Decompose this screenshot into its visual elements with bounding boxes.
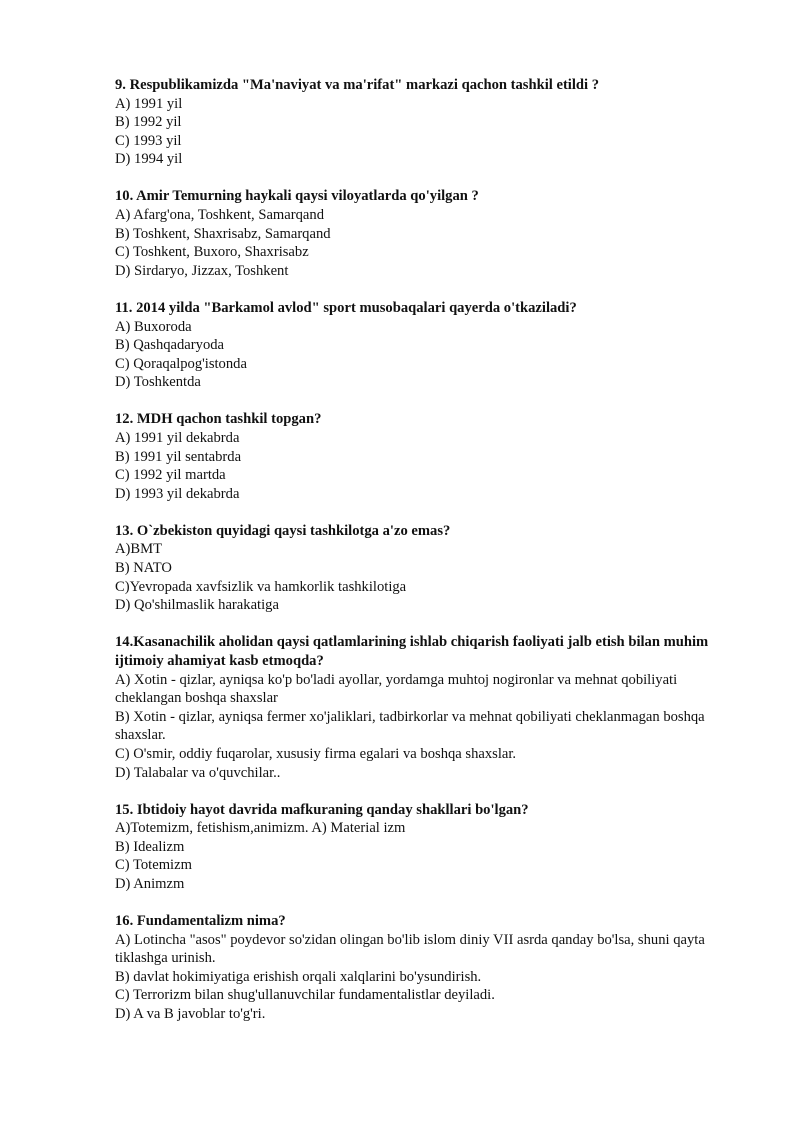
answer-option-c: C) Toshkent, Buxoro, Shaxrisabz	[115, 244, 309, 261]
question-13	[115, 522, 745, 615]
question-16	[115, 912, 745, 1024]
answer-option-c: C) Qoraqalpog'istonda	[115, 355, 247, 372]
answer-option-a: A) Lotincha "asos" poydevor so'zidan olingan bo'lib islom diniy VII asrda qanday bo'lsa, shuni qayta tiklashga urinish.	[115, 931, 705, 967]
answer-option-d: D) Talabalar va o'quvchilar..	[115, 764, 281, 781]
answer-option-c: C) O'smir, oddiy fuqarolar, xususiy firma egalari va boshqa shaxslar.	[115, 745, 517, 762]
answer-option-a: A) Xotin - qizlar, ayniqsa ko'p bo'ladi ayollar, yordamga muhtoj nogironlar va mehnat qobiliyati cheklangan boshqa shaxslar	[115, 671, 678, 707]
question-title: 16. Fundamentalizm nima?	[115, 913, 286, 930]
question-title: 15. Ibtidoiy hayot davrida mafkuraning qanday shakllari bo'lgan?	[115, 801, 529, 818]
answer-option-c: C) 1992 yil martda	[115, 467, 226, 484]
answer-option-a: A) 1991 yil dekabrda	[115, 430, 240, 446]
answer-option-d: D) Animzm	[115, 875, 185, 892]
answer-option-d: D) Sirdaryo, Jizzax, Toshkent	[115, 262, 289, 279]
question-14	[115, 633, 745, 782]
question-title: 12. MDH qachon tashkil topgan?	[115, 411, 322, 428]
answer-option-d: D) 1993 yil dekabrda	[115, 485, 240, 502]
answer-option-b: B) Xotin - qizlar, ayniqsa fermer xo'jaliklari, tadbirkorlar va mehnat qobiliyati cheklanmagan boshqa shaxslar.	[115, 708, 705, 744]
answer-option-a: A)Totemizm, fetishism,animizm. A) Material izm	[115, 820, 406, 837]
answer-option-a: A)BMT	[115, 541, 163, 558]
answer-option-b: B) NATO	[115, 560, 172, 577]
question-title: 14.Kasanachilik aholidan qaysi qatlamlarining ishlab chiqarish faoliyati jalb etish bilan muhim ijtimoiy ahamiyat kasb etmoqda?	[115, 634, 709, 669]
answer-option-d: D) Toshkentda	[115, 374, 201, 391]
answer-option-d: D) A va B javoblar to'g'ri.	[115, 1006, 266, 1023]
question-10	[115, 187, 745, 280]
answer-option-c: C) 1993 yil	[115, 132, 182, 149]
question-15	[115, 801, 745, 894]
answer-option-b: B) Idealizm	[115, 838, 185, 855]
answer-option-b: B) 1992 yil	[115, 114, 182, 131]
answer-option-a: A) Buxoroda	[115, 318, 192, 335]
answer-option-d: D) 1994 yil	[115, 151, 183, 168]
answer-option-b: B) 1991 yil sentabrda	[115, 448, 242, 465]
question-title: 10. Amir Temurning haykali qaysi viloyatlarda qo'yilgan ?	[115, 188, 479, 205]
question-title: 11. 2014 yilda "Barkamol avlod" sport musobaqalari qayerda o'tkaziladi?	[115, 299, 577, 316]
question-12	[115, 410, 745, 503]
answer-option-c: C)Yevropada xavfsizlik va hamkorlik tashkilotiga	[115, 578, 407, 595]
document-page	[115, 76, 745, 1042]
answer-option-d: D) Qo'shilmaslik harakatiga	[115, 597, 279, 614]
answer-option-b: B) Qashqadaryoda	[115, 337, 225, 354]
question-title: 9. Respublikamizda "Ma'naviyat va ma'rifat" markazi qachon tashkil etildi ?	[115, 77, 600, 93]
question-9	[115, 76, 745, 169]
question-title: 13. O`zbekiston quyidagi qaysi tashkilotga a'zo emas?	[115, 522, 451, 539]
answer-option-c: C) Terrorizm bilan shug'ullanuvchilar fundamentalistlar deyiladi.	[115, 987, 495, 1004]
answer-option-a: A) 1991 yil	[115, 95, 183, 112]
answer-option-b: B) davlat hokimiyatiga erishish orqali xalqlarini bo'ysundirish.	[115, 968, 482, 985]
question-11	[115, 299, 745, 392]
answer-option-c: C) Totemizm	[115, 857, 192, 874]
answer-option-b: B) Toshkent, Shaxrisabz, Samarqand	[115, 225, 331, 242]
answer-option-a: A) Afarg'ona, Toshkent, Samarqand	[115, 207, 324, 224]
